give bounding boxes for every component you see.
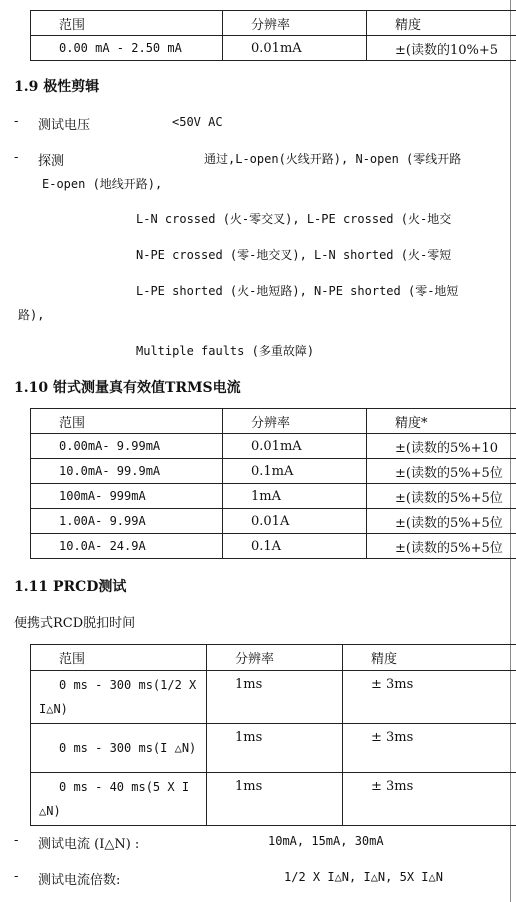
cell-resolution: 0.1mA: [223, 459, 367, 484]
cell-accuracy: ±(读数的5%+5位: [367, 484, 516, 509]
header-accuracy: 精度: [367, 11, 516, 36]
header-resolution: 分辨率: [223, 409, 367, 434]
bullet: -: [14, 150, 19, 165]
table-row: [31, 773, 516, 826]
cell-resolution: 1mA: [223, 484, 367, 509]
header-resolution: 分辨率: [223, 11, 367, 36]
cell-range: 0.00 mA - 2.50 mA: [31, 36, 223, 61]
cell-resolution: 1ms: [207, 773, 343, 826]
cell-range: [31, 671, 207, 724]
table-row: [31, 671, 516, 724]
cell-accuracy: ± 3ms: [343, 724, 516, 773]
cell-range: 100mA- 999mA: [31, 484, 223, 509]
current-multiple-label: 测试电流倍数:: [38, 873, 121, 888]
prcd-trip-time-table: [30, 644, 516, 826]
table-row: [31, 534, 516, 559]
cell-range: [31, 724, 207, 773]
fault-line-4: Multiple faults (多重故障): [136, 344, 315, 358]
fault-line-3: L-PE shorted (火-地短路), N-PE shorted (零-地短: [136, 284, 459, 298]
bullet: -: [14, 869, 19, 884]
table-header-row: [31, 409, 516, 434]
cell-range-text: 0 ms - 40 ms(5 X I △N): [39, 780, 190, 818]
detection-label: 探测: [38, 154, 65, 169]
section-1-11-subtitle: 便携式RCD脱扣时间: [14, 616, 136, 631]
cell-accuracy: ±(读数的10%+5: [367, 36, 516, 61]
cell-resolution: 1ms: [207, 671, 343, 724]
cell-range: 0.00mA- 9.99mA: [31, 434, 223, 459]
fault-line-2: N-PE crossed (零-地交叉), L-N shorted (火-零短: [136, 248, 452, 262]
cell-accuracy: ± 3ms: [343, 773, 516, 826]
header-range: 范围: [31, 409, 223, 434]
table-row: [31, 484, 516, 509]
table-row: [31, 724, 516, 773]
table-row: [31, 459, 516, 484]
header-accuracy: 精度: [343, 645, 516, 671]
test-voltage-value: <50V AC: [172, 115, 223, 129]
cell-range: [31, 773, 207, 826]
cell-resolution: 0.1A: [223, 534, 367, 559]
cell-accuracy: ±(读数的5%+5位: [367, 534, 516, 559]
table-row: [31, 509, 516, 534]
cell-resolution: 0.01A: [223, 509, 367, 534]
header-accuracy: 精度*: [367, 409, 516, 434]
table-header-row: [31, 645, 516, 671]
test-current-label: 测试电流 (I△N) :: [38, 837, 140, 852]
header-range: 范围: [31, 11, 223, 36]
section-1-10-title: 1.10 钳式测量真有效值TRMS电流: [14, 380, 241, 396]
cell-accuracy: ± 3ms: [343, 671, 516, 724]
detection-value: 通过,L-open(火线开路), N-open (零线开路: [204, 152, 462, 166]
bullet: -: [14, 114, 19, 129]
cell-accuracy: ±(读数的5%+5位: [367, 459, 516, 484]
fault-line-3-continuation: 路),: [18, 308, 45, 322]
cell-range: 1.00A- 9.99A: [31, 509, 223, 534]
cell-range: 10.0mA- 99.9mA: [31, 459, 223, 484]
table-header-row: [31, 11, 516, 36]
cell-accuracy: ±(读数的5%+5位: [367, 509, 516, 534]
cell-range-text: 0 ms - 300 ms(1/2 X I△N): [39, 678, 197, 716]
test-voltage-label: 测试电压: [38, 118, 91, 133]
leakage-current-table: [30, 10, 516, 61]
section-1-9-title: 1.9 极性剪辑: [14, 79, 100, 95]
test-current-value: 10mA, 15mA, 30mA: [268, 834, 384, 848]
current-multiple-value: 1/2 X I△N, I△N, 5X I△N: [284, 870, 443, 884]
detection-continuation: E-open (地线开路),: [42, 177, 163, 191]
bullet: -: [14, 833, 19, 848]
header-resolution: 分辨率: [207, 645, 343, 671]
cell-resolution: 1ms: [207, 724, 343, 773]
cell-range: 10.0A- 24.9A: [31, 534, 223, 559]
cell-resolution: 0.01mA: [223, 434, 367, 459]
trms-current-table: [30, 408, 516, 559]
section-1-11-title: 1.11 PRCD测试: [14, 579, 127, 595]
table-row: [31, 36, 516, 61]
cell-accuracy: ±(读数的5%+10: [367, 434, 516, 459]
table-row: [31, 434, 516, 459]
cell-range-text: 0 ms - 300 ms(I △N): [59, 741, 197, 755]
fault-line-1: L-N crossed (火-零交叉), L-PE crossed (火-地交: [136, 212, 452, 226]
cell-resolution: 0.01mA: [223, 36, 367, 61]
header-range: 范围: [31, 645, 207, 671]
